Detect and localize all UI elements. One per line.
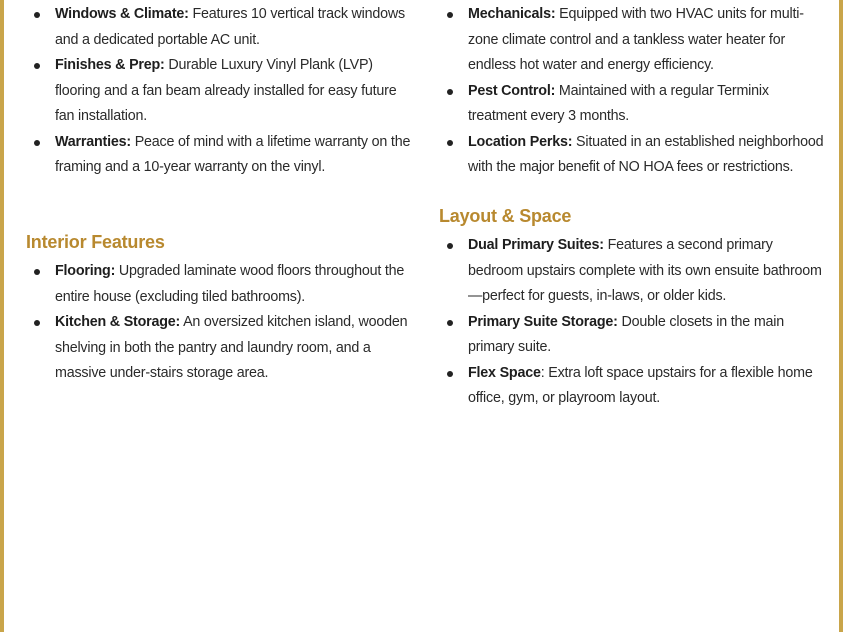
bullet-icon	[447, 320, 453, 326]
list-item-pest-control: Pest Control: Maintained with a regular Terminix treatment every 3 months.	[439, 79, 829, 130]
left-top-section	[26, 2, 416, 181]
layout-space-list	[439, 233, 829, 412]
list-item-kitchen-storage: Kitchen & Storage: An oversized kitchen island, wooden shelving in both the pantry and laundry room, and a massive under-stairs storage area.	[26, 310, 416, 387]
bullet-icon	[34, 12, 40, 18]
list-item-windows-climate: Windows & Climate: Features 10 vertical track windows and a dedicated portable AC unit.	[26, 2, 416, 53]
bullet-icon	[34, 320, 40, 326]
bullet-icon	[447, 89, 453, 95]
right-top-section	[439, 2, 829, 181]
bullet-icon	[34, 140, 40, 146]
list-item-dual-primary-suites: Dual Primary Suites: Features a second primary bedroom upstairs complete with its own ensuite bathroom—perfect for guests, in-laws, or older kids.	[439, 233, 829, 310]
bullet-icon	[447, 140, 453, 146]
gold-frame-right	[839, 0, 843, 632]
gold-frame-left	[0, 0, 4, 632]
interior-features-list	[26, 259, 416, 387]
list-item-primary-suite-storage: Primary Suite Storage: Double closets in the main primary suite.	[439, 310, 829, 361]
bullet-icon	[34, 63, 40, 69]
section-title-interior: Interior Features	[26, 232, 165, 252]
bullet-icon	[447, 243, 453, 249]
layout-space-section	[439, 206, 829, 412]
bullet-icon	[447, 12, 453, 18]
list-item-finishes-prep: Finishes & Prep: Durable Luxury Vinyl Plank (LVP) flooring and a fan beam already installed for easy future fan installation.	[26, 53, 416, 130]
bullet-icon	[447, 371, 453, 377]
list-item-flex-space: Flex Space: Extra loft space upstairs for a flexible home office, gym, or playroom layout.	[439, 361, 829, 412]
section-title-layout: Layout & Space	[439, 206, 572, 226]
list-item-warranties: Warranties: Peace of mind with a lifetime warranty on the framing and a 10-year warranty on the vinyl.	[26, 130, 416, 181]
bullet-icon	[34, 269, 40, 275]
right-top-list	[439, 2, 829, 181]
list-item-mechanicals: Mechanicals: Equipped with two HVAC units for multi-zone climate control and a tankless water heater for endless hot water and energy efficiency.	[439, 2, 829, 79]
list-item-flooring: Flooring: Upgraded laminate wood floors throughout the entire house (excluding tiled bathrooms).	[26, 259, 416, 310]
left-top-list	[26, 2, 416, 181]
list-item-location-perks: Location Perks: Situated in an established neighborhood with the major benefit of NO HOA fees or restrictions.	[439, 130, 829, 181]
interior-features-section	[26, 232, 416, 387]
